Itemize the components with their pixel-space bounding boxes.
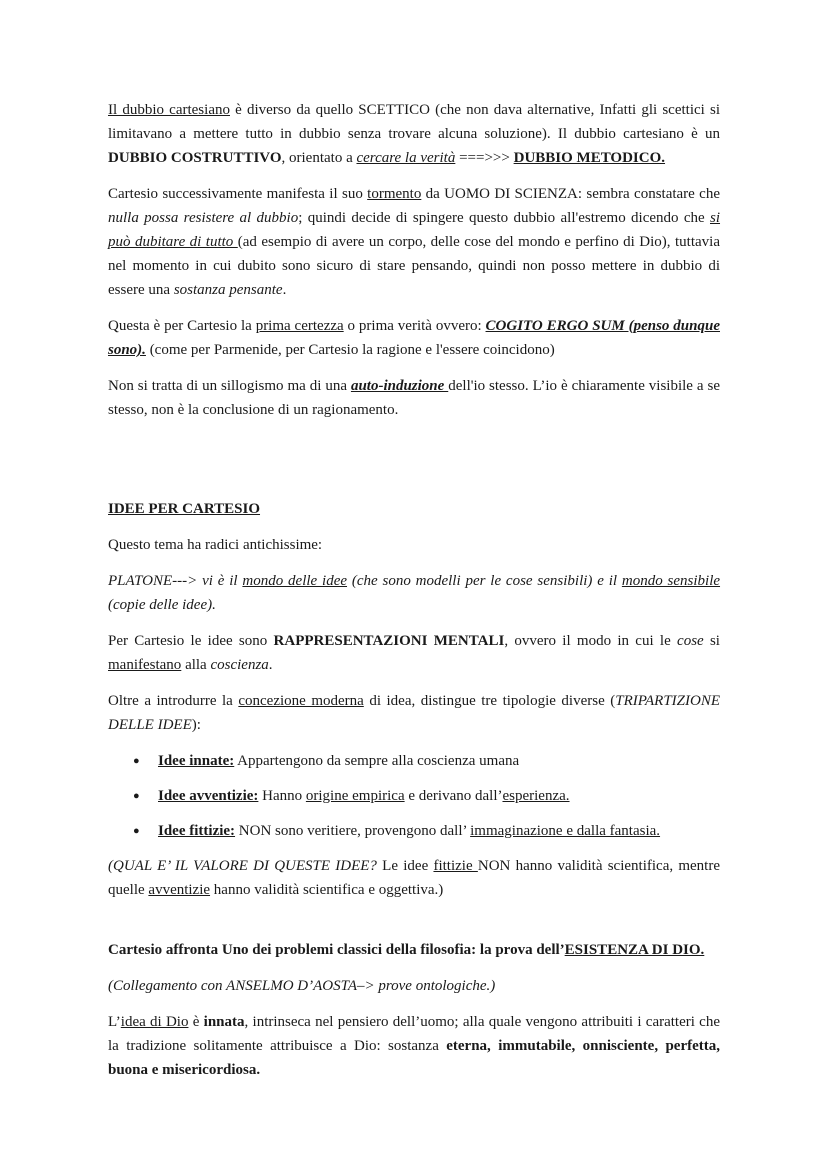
text: Questa è per Cartesio la bbox=[108, 318, 256, 334]
text: (che sono modelli per le cose sensibili) e il bbox=[347, 573, 622, 589]
paragraph-valore-idee bbox=[108, 854, 720, 902]
text-underlined: Il dubbio cartesiano bbox=[108, 102, 230, 118]
paragraph-rappresentazioni bbox=[108, 629, 720, 677]
text-italic: TRIPARTIZIONE DELLE IDEE bbox=[108, 693, 720, 733]
text-bold: RAPPRESENTAZIONI MENTALI bbox=[273, 633, 505, 649]
text-underlined: idea di Dio bbox=[120, 1014, 189, 1030]
text: Le idee bbox=[376, 858, 434, 874]
text: ; quindi decide di spingere questo dubbio all'estremo dicendo che bbox=[298, 210, 710, 226]
text: PLATONE---> vi è il bbox=[108, 573, 243, 589]
text: si bbox=[703, 633, 720, 649]
text: . bbox=[268, 657, 273, 673]
list-item bbox=[158, 784, 720, 808]
text-bold-italic-underlined: auto-induzione bbox=[350, 378, 449, 394]
paragraph-platone bbox=[108, 569, 720, 617]
idee-list bbox=[108, 749, 720, 843]
text-bold: innata bbox=[203, 1014, 245, 1030]
text-underlined: avventizie bbox=[148, 882, 211, 898]
text: , intrinseca nel pensiero dell’uomo; alla quale vengono attribuiti i caratteri che la tradizione solitamente attribuisce a Dio: sostanza bbox=[108, 1014, 720, 1054]
paragraph-esistenza-dio bbox=[108, 938, 720, 962]
text-italic: nulla possa resistere al dubbio bbox=[108, 210, 299, 226]
text-bold-italic-underlined: COGITO ERGO SUM (penso dunque sono). bbox=[108, 318, 720, 358]
text: , ovvero il modo in cui le bbox=[504, 633, 678, 649]
paragraph-idea-di-dio bbox=[108, 1010, 720, 1082]
text-underlined: fittizie bbox=[433, 858, 478, 874]
text-italic: sostanza pensante bbox=[173, 282, 283, 298]
text-italic: cose bbox=[677, 633, 704, 649]
text-italic: coscienza bbox=[210, 657, 269, 673]
text: (copie delle idee) bbox=[108, 597, 213, 613]
list-item bbox=[158, 749, 720, 773]
spacer bbox=[108, 434, 720, 497]
text-underlined: prima certezza bbox=[255, 318, 344, 334]
text-italic-underlined: si può dubitare di tutto bbox=[108, 210, 721, 250]
text-bold: eterna, immutabile, onnisciente, perfetta, buona e misericordiosa. bbox=[108, 1038, 721, 1078]
text: L’ bbox=[108, 1014, 121, 1030]
text: dell'io stesso. L’io è chiaramente visibile a se stesso, non è la conclusione di un ragionamento. bbox=[108, 378, 720, 418]
text: Hanno bbox=[258, 788, 306, 804]
paragraph-radici: Questo tema ha radici antichissime: bbox=[108, 537, 323, 553]
section-heading: IDEE PER CARTESIO bbox=[108, 501, 261, 517]
text: Appartengono da sempre alla coscienza umana bbox=[234, 753, 520, 769]
list-item-term: Idee avventizie: bbox=[158, 788, 259, 804]
text: di idea, distingue tre tipologie diverse ( bbox=[363, 693, 616, 709]
text: è diverso da quello SCETTICO (che non dava alternative, Infatti gli scettici si limitavano a mettere tutto in dubbio senza trovare alcuna soluzione). Il dubbio cartesiano è un bbox=[108, 102, 720, 142]
text-italic-underlined: cercare la verità bbox=[356, 150, 456, 166]
spacer bbox=[108, 914, 720, 938]
text: da UOMO DI SCIENZA: sembra constatare che bbox=[421, 186, 721, 202]
text: è bbox=[188, 1014, 204, 1030]
text-underlined: concezione moderna bbox=[238, 693, 364, 709]
text: NON sono veritiere, provengono dall’ bbox=[235, 823, 471, 839]
text: Non si tratta di un sillogismo ma di una bbox=[108, 378, 351, 394]
text: Cartesio affronta Uno dei problemi classici della filosofia: la prova dell’ bbox=[108, 942, 565, 958]
text-underlined: mondo sensibile bbox=[621, 573, 721, 589]
paragraph-tormento bbox=[108, 182, 720, 302]
text: . bbox=[212, 597, 216, 613]
list-item-term: Idee innate: bbox=[158, 753, 235, 769]
text-bold: DUBBIO COSTRUTTIVO bbox=[108, 150, 282, 166]
text: ): bbox=[191, 717, 201, 733]
text-underlined: esperienza. bbox=[502, 788, 570, 804]
text: . bbox=[282, 282, 287, 298]
text-bold-underlined: DUBBIO METODICO. bbox=[513, 150, 666, 166]
text: ===>>> bbox=[455, 150, 514, 166]
text: (come per Parmenide, per Cartesio la ragione e l'essere coincidono) bbox=[145, 342, 555, 358]
text-underlined: origine empirica bbox=[305, 788, 405, 804]
text: NON hanno validità scientifica, mentre quelle bbox=[108, 858, 720, 898]
document-page bbox=[108, 98, 720, 1094]
text-underlined: immaginazione e dalla fantasia. bbox=[470, 823, 661, 839]
text: o prima verità ovvero: bbox=[343, 318, 486, 334]
text: hanno validità scientifica e oggettiva.) bbox=[210, 882, 444, 898]
text: Oltre a introdurre la bbox=[108, 693, 239, 709]
text-underlined: mondo delle idee bbox=[242, 573, 348, 589]
text: (ad esempio di avere un corpo, delle cose del mondo e perfino di Dio), tuttavia nel momento in cui dubito sono sicuro di stare pensando, quindi non posso mettere in dubbio di essere una bbox=[108, 234, 720, 298]
paragraph-dubbio-cartesiano bbox=[108, 98, 720, 170]
text: alla bbox=[181, 657, 211, 673]
paragraph-auto-induzione bbox=[108, 374, 720, 422]
text-underlined: manifestano bbox=[108, 657, 182, 673]
text: e derivano dall’ bbox=[404, 788, 503, 804]
text: , orientato a bbox=[281, 150, 357, 166]
text-underlined: tormento bbox=[367, 186, 422, 202]
paragraph-anselmo: (Collegamento con ANSELMO D’AOSTA–> prove ontologiche.) bbox=[108, 978, 496, 994]
paragraph-prima-certezza bbox=[108, 314, 720, 362]
list-item bbox=[158, 819, 720, 843]
text-underlined: ESISTENZA DI DIO. bbox=[564, 942, 705, 958]
text: Cartesio successivamente manifesta il suo bbox=[108, 186, 368, 202]
list-item-term: Idee fittizie: bbox=[158, 823, 236, 839]
text-italic: (QUAL E’ IL VALORE DI QUESTE IDEE? bbox=[108, 858, 377, 874]
text: Per Cartesio le idee sono bbox=[108, 633, 274, 649]
paragraph-tripartizione bbox=[108, 689, 720, 737]
